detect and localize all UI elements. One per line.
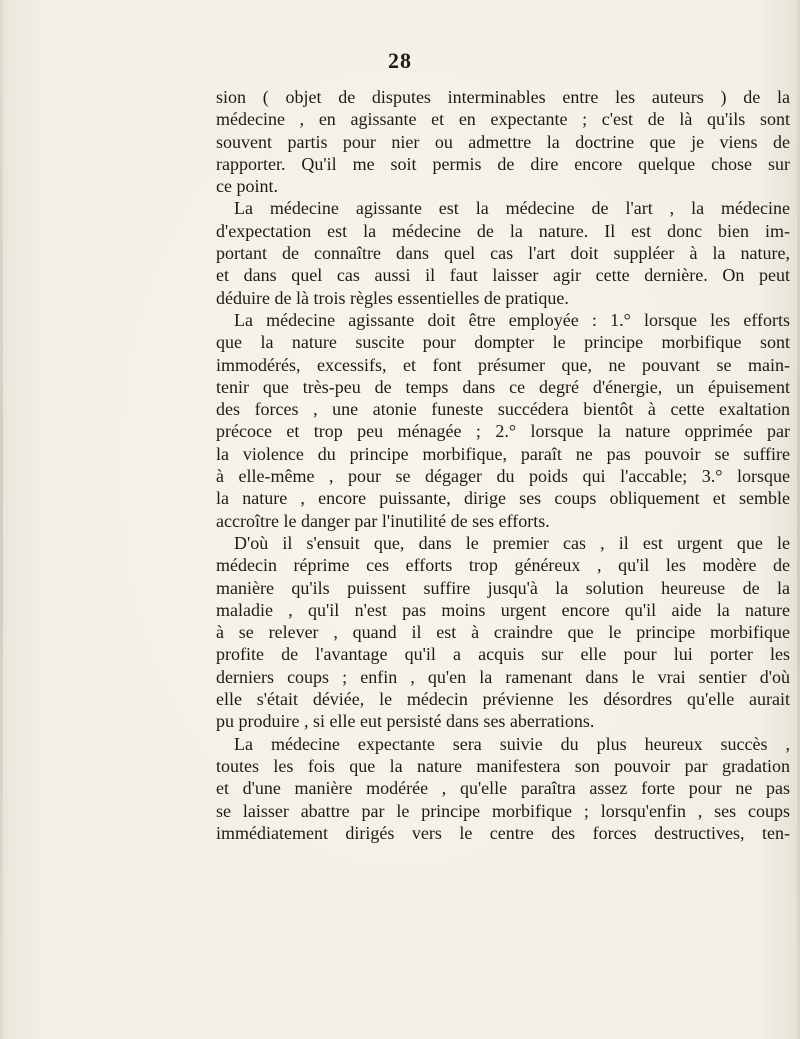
text-line: immodérés, excessifs, et font présumer que, ne pouvant se main- xyxy=(216,354,790,375)
text-line: derniers coups ; enfin , qu'en la ramenant dans le vrai sentier d'où xyxy=(216,666,790,687)
text-line: sion ( objet de disputes interminables entre les auteurs ) de la xyxy=(216,87,790,107)
text-line: médecin réprime ces efforts trop généreux , qu'il les modère de xyxy=(216,555,790,576)
text-line: la violence du principe morbifique, paraît ne pas pouvoir se suffire xyxy=(216,443,790,464)
text-line: d'expectation est la médecine de la nature. Il est donc bien im- xyxy=(216,220,790,241)
text-line: des forces , une atonie funeste succédera bientôt à cette exaltation xyxy=(216,399,790,420)
text-line: souvent partis pour nier ou admettre la doctrine que je viens de xyxy=(216,131,790,152)
page-number: 28 xyxy=(388,48,412,73)
text-line: pu produire , si elle eut persisté dans ses aberrations. xyxy=(216,711,595,732)
text-line: se laisser abattre par le principe morbifique ; lorsqu'enfin , ses coups xyxy=(216,800,790,821)
text-line: la nature , encore puissante, dirige ses coups obliquement et semble xyxy=(216,488,790,509)
text-line: profite de l'avantage qu'il a acquis sur elle pour lui porter les xyxy=(216,644,790,665)
text-line: La médecine expectante sera suivie du plus heureux succès , xyxy=(234,733,790,754)
text-line: La médecine agissante doit être employée : 1.° lorsque les efforts xyxy=(234,309,790,330)
text-line: toutes les fois que la nature manifestera son pouvoir par gradation xyxy=(216,755,790,776)
text-line: portant de connaître dans quel cas l'art doit suppléer à la nature, xyxy=(216,243,790,264)
text-line: et dans quel cas aussi il faut laisser agir cette dernière. On peut xyxy=(216,265,790,286)
text-line: manière qu'ils puissent suffire jusqu'à la solution heureuse de la xyxy=(216,577,790,598)
text-line: et d'une manière modérée , qu'elle paraîtra assez forte pour ne pas xyxy=(216,778,790,799)
text-line: D'où il s'ensuit que, dans le premier cas , il est urgent que le xyxy=(234,532,790,553)
text-line: précoce et trop peu ménagée ; 2.° lorsque la nature opprimée par xyxy=(216,421,790,442)
text-line: La médecine agissante est la médecine de l'art , la médecine xyxy=(234,198,790,219)
text-line: à elle-même , pour se dégager du poids qui l'accable; 3.° lorsque xyxy=(216,466,790,487)
text-line: que la nature suscite pour dompter le principe morbifique sont xyxy=(216,332,790,353)
text-line: ce point. xyxy=(216,176,278,197)
body-text xyxy=(216,86,790,844)
text-line: rapporter. Qu'il me soit permis de dire encore quelque chose sur xyxy=(216,153,790,174)
text-line: à se relever , quand il est à craindre que le principe morbifique xyxy=(216,622,790,643)
text-line: immédiatement dirigés vers le centre des forces destructives, ten- xyxy=(216,822,790,843)
text-line: déduire de là trois règles essentielles de pratique. xyxy=(216,287,569,308)
text-line: accroître le danger par l'inutilité de ses efforts. xyxy=(216,510,550,531)
text-line: elle s'était déviée, le médecin prévienne les désordres qu'elle aurait xyxy=(216,689,790,710)
text-line: maladie , qu'il n'est pas moins urgent encore qu'il aide la nature xyxy=(216,599,790,620)
page-left-edge xyxy=(0,0,3,1039)
text-line: tenir que très-peu de temps dans ce degré d'énergie, un épuisement xyxy=(216,376,790,397)
text-line: médecine , en agissante et en expectante ; c'est de là qu'ils sont xyxy=(216,109,790,130)
